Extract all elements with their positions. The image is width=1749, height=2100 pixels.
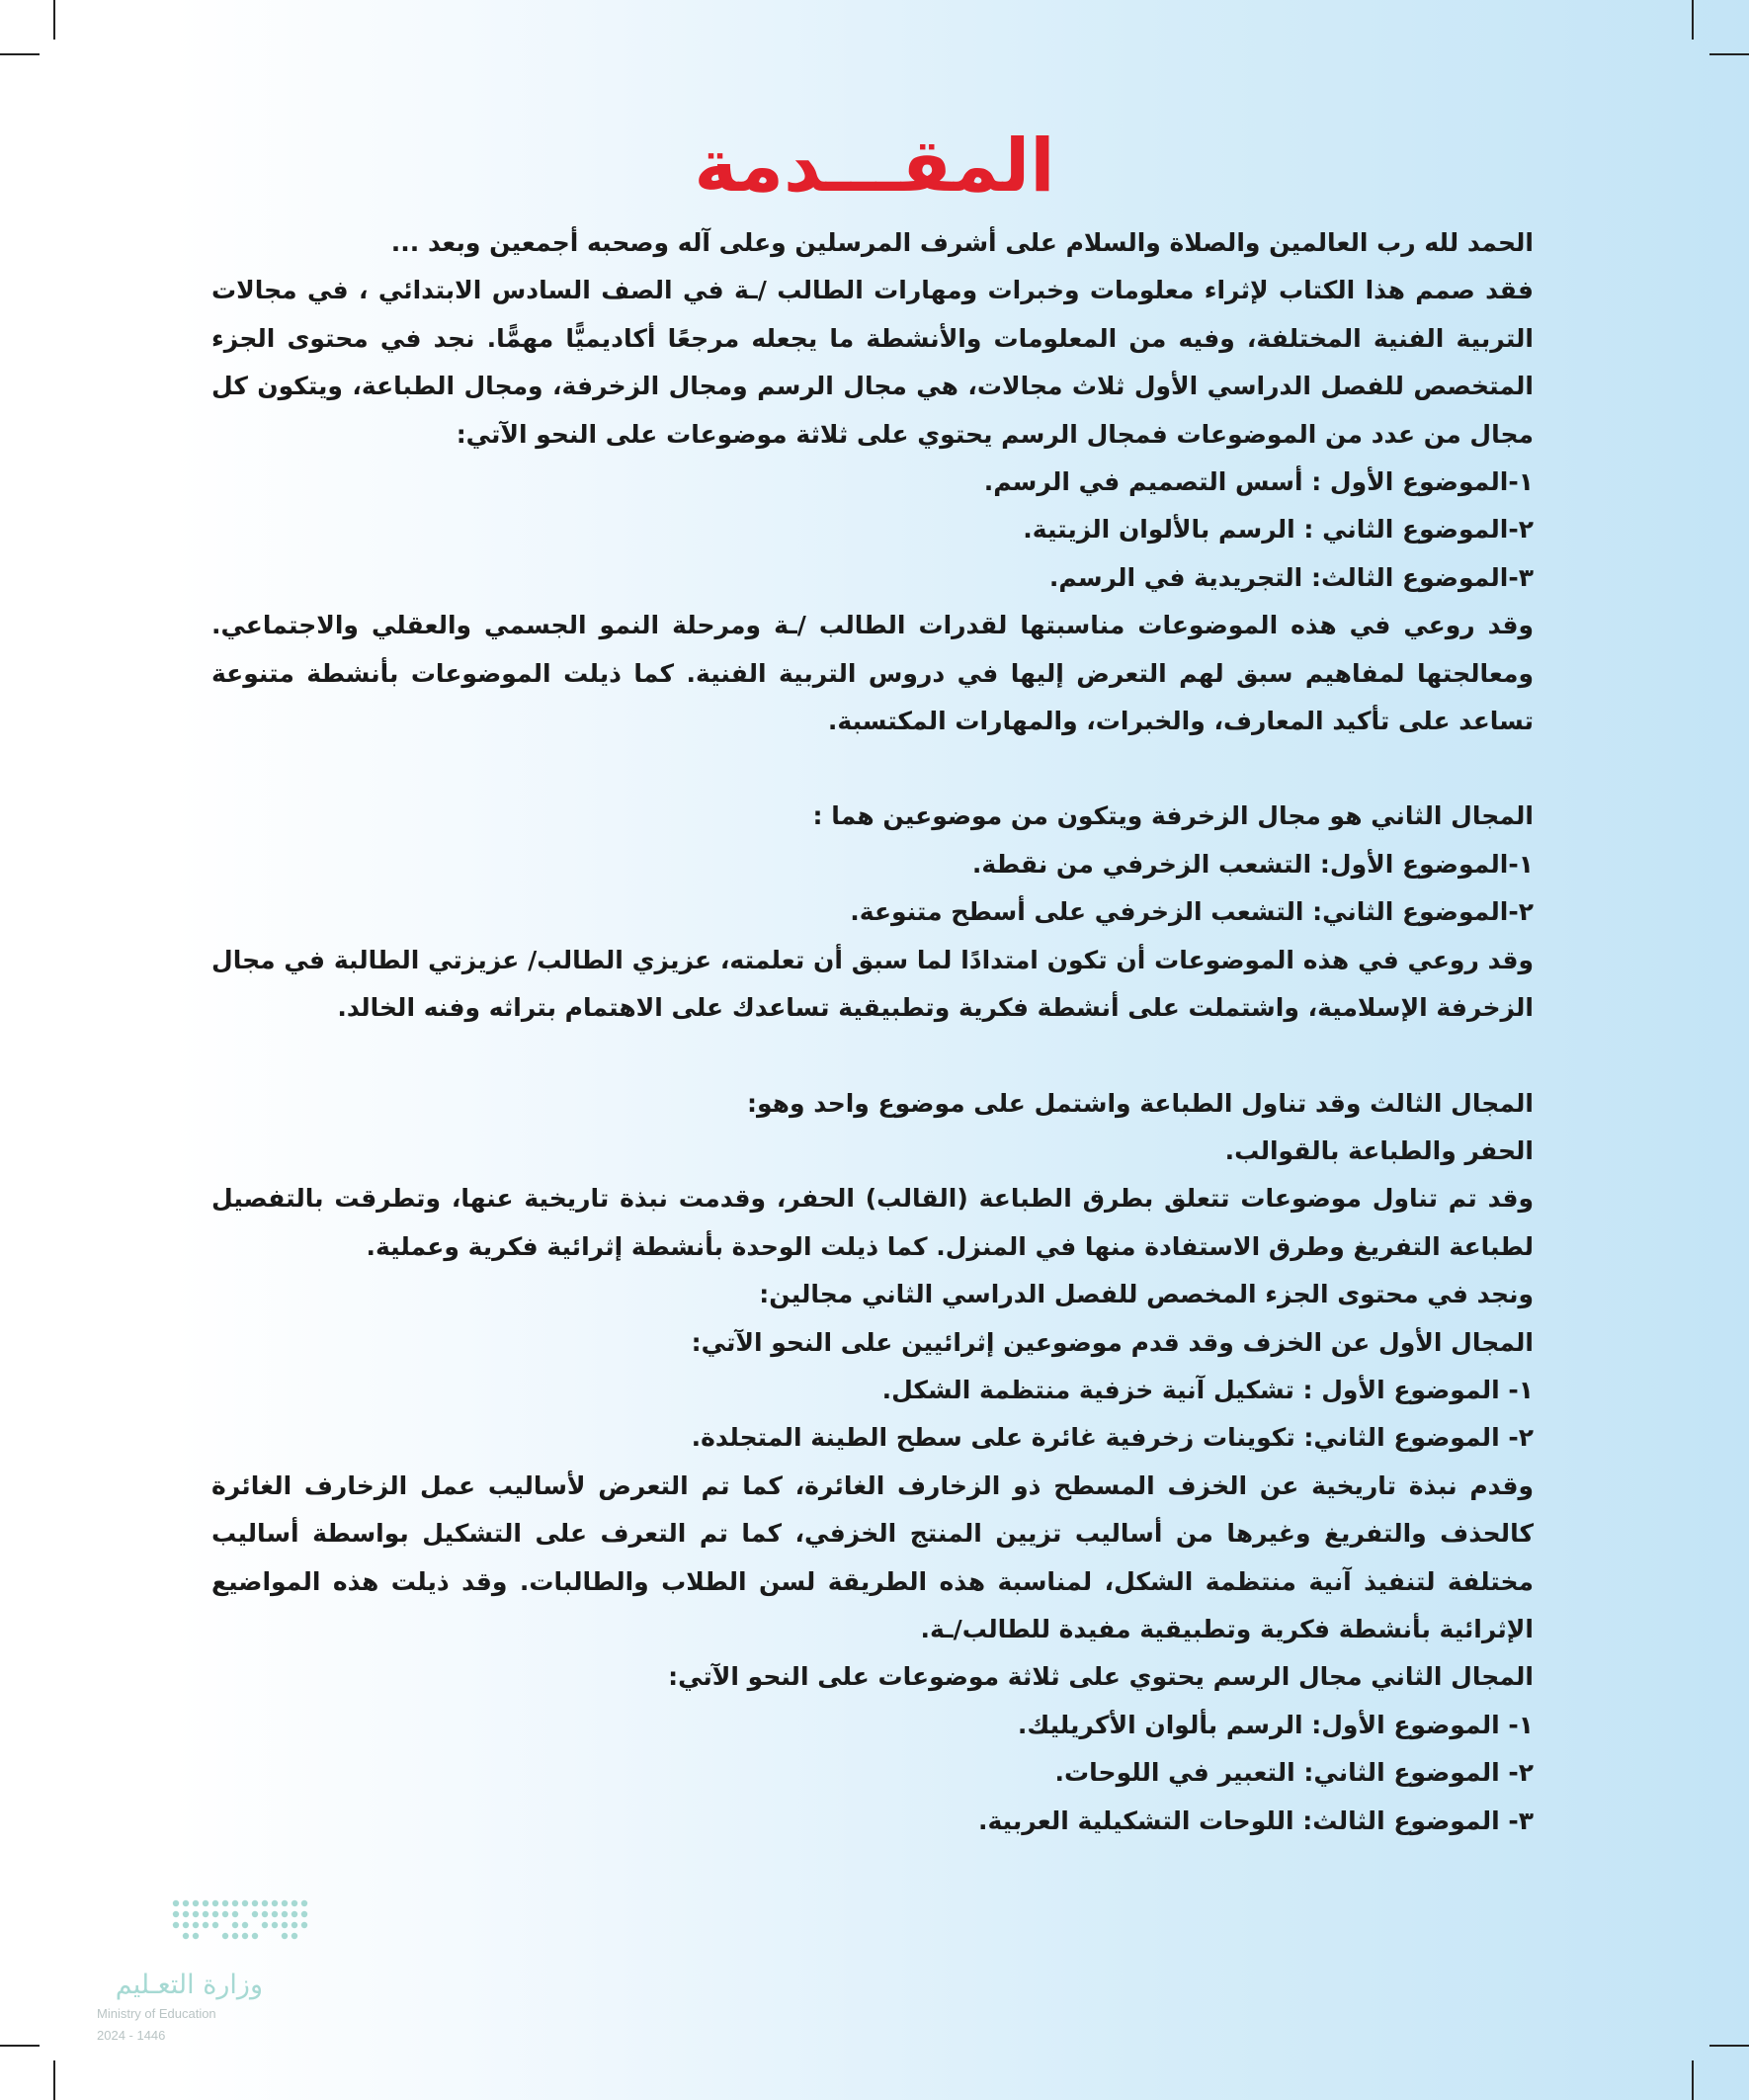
paragraph-second-drawing-field: المجال الثاني مجال الرسم يحتوي على ثلاثة موضوعات على النحو الآتي: — [668, 1662, 1534, 1692]
list-item: ١- الموضوع الأول : تشكيل آنية خزفية منتظمة الشكل. — [881, 1375, 1534, 1404]
spacer — [211, 1033, 1573, 1080]
list-item: ٣- الموضوع الثالث: اللوحات التشكيلية العربية. — [977, 1806, 1534, 1835]
logo-year-text: 2024 - 1446 — [97, 2028, 166, 2043]
introduction-body — [211, 219, 1573, 1845]
paragraph-printing-notes: وقد تم تناول موضوعات تتعلق بطرق الطباعة (القالب) الحفر، وقدمت نبذة تاريخية عنها، وتطرقت بالتفصيل لطباعة التفريغ وطرق الاستفادة منها في المنزل. كما ذيلت الوحدة بأنشطة إثرائية فكرية وعملية. — [211, 1184, 1534, 1261]
list-item: ٢- الموضوع الثاني: تكوينات زخرفية غائرة على سطح الطينة المتجلدة. — [691, 1423, 1534, 1453]
paragraph-book-purpose: فقد صمم هذا الكتاب لإثراء معلومات وخبرات ومهارات الطالب /ـة في الصف السادس الابتدائي ، في مجالات التربية الفنية المختلفة، وفيه من المعلومات والأنشطة ما يجعله مرجعًا أكاديميًّا مهمًّا. نجد في محتوى الجزء المتخصص للفصل الدراسي الأول ثلاث مجالات، هي مجال الرسم ومجال الزخرفة، ومجال الطباعة، ويتكون كل مجال من عدد من الموضوعات فمجال الرسم يحتوي على ثلاثة موضوعات على النحو الآتي: — [211, 276, 1534, 449]
crop-mark — [53, 0, 55, 40]
list-item: ١-الموضوع الأول: التشعب الزخرفي من نقطة. — [971, 849, 1534, 879]
crop-mark — [0, 2045, 40, 2047]
paragraph-drawing-notes: وقد روعي في هذه الموضوعات مناسبتها لقدرات الطالب /ـة ومرحلة النمو الجسمي والعقلي والاجتماعي. ومعالجتها لمفاهيم سبق لهم التعرض إليها في دروس التربية الفنية. كما ذيلت الموضوعات بأنشطة متنوعة تساعد على تأكيد المعارف، والخبرات، والمهارات المكتسبة. — [211, 611, 1534, 736]
paragraph-ceramics-notes: وقدم نبذة تاريخية عن الخزف المسطح ذو الزخارف الغائرة، كما تم التعرض لأساليب عمل الزخارف الغائرة كالحذف والتفريغ وغيرها من أساليب تزيين المنتج الخزفي، كما تم التعرف على التشكيل بواسطة أساليب مختلفة لتنفيذ آنية منتظمة الشكل، لمناسبة هذه الطريقة لسن الطلاب والطالبات. وقد ذيلت هذه المواضيع الإثرائية بأنشطة فكرية وتطبيقية مفيدة للطالب/ـة. — [211, 1470, 1534, 1643]
list-item: ٣-الموضوع الثالث: التجريدية في الرسم. — [1048, 562, 1534, 592]
crop-mark — [1709, 53, 1749, 55]
list-item: ١-الموضوع الأول : أسس التصميم في الرسم. — [983, 467, 1534, 497]
page-title: المقـــدمة — [694, 124, 1055, 209]
crop-mark — [1692, 2060, 1694, 2100]
paragraph-decoration-notes: وقد روعي في هذه الموضوعات أن تكون امتدادًا لما سبق أن تعلمته، عزيزي الطالب/ عزيزتي الطالبة في مجال الزخرفة الإسلامية، واشتملت على أنشطة فكرية وتطبيقية تساعدك على الاهتمام بتراثه وفنه الخالد. — [211, 945, 1534, 1023]
paragraph-opening: الحمد لله رب العالمين والصلاة والسلام على أشرف المرسلين وعلى آله وصحبه أجمعين وبعد ... — [390, 228, 1534, 257]
ministry-logo — [95, 1895, 332, 2071]
logo-dots-icon — [170, 1895, 318, 1947]
list-item: ٢-الموضوع الثاني: التشعب الزخرفي على أسطح متنوعة. — [850, 897, 1534, 927]
crop-mark — [1709, 2045, 1749, 2047]
list-item: ١- الموضوع الأول: الرسم بألوان الأكريليك. — [1017, 1710, 1534, 1739]
crop-mark — [53, 2060, 55, 2100]
paragraph-decoration-field: المجال الثاني هو مجال الزخرفة ويتكون من موضوعين هما : — [812, 801, 1534, 831]
paragraph-ceramics-field: المجال الأول عن الخزف وقد قدم موضوعين إثرائيين على النحو الآتي: — [691, 1327, 1534, 1357]
list-item: ٢-الموضوع الثاني : الرسم بالألوان الزيتية. — [1023, 515, 1534, 545]
list-item: الحفر والطباعة بالقوالب. — [1224, 1135, 1534, 1165]
paragraph-second-semester: ونجد في محتوى الجزء المخصص للفصل الدراسي الثاني مجالين: — [759, 1280, 1534, 1309]
paragraph-printing-field: المجال الثالث وقد تناول الطباعة واشتمل على موضوع واحد وهو: — [747, 1088, 1534, 1118]
crop-mark — [1692, 0, 1694, 40]
logo-english-text: Ministry of Education — [97, 2006, 216, 2021]
logo-arabic-text: وزارة التعـليم — [115, 1970, 263, 2000]
crop-mark — [0, 53, 40, 55]
list-item: ٢- الموضوع الثاني: التعبير في اللوحات. — [1054, 1758, 1534, 1788]
spacer — [211, 745, 1573, 793]
